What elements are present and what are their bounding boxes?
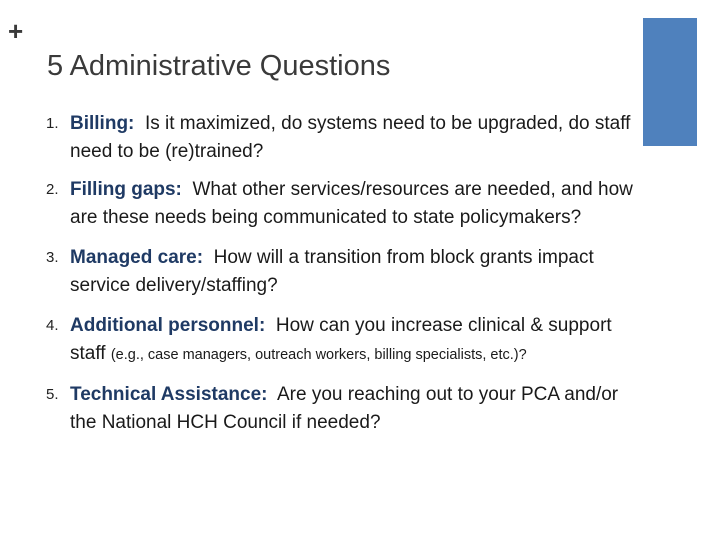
question-text: How will a transition from block grants impact service delivery/staffing? <box>70 247 594 296</box>
question-item <box>46 176 641 232</box>
question-text: What other services/resources are needed, and how are these needs being communicated to state policymakers? <box>70 179 633 228</box>
question-text: Is it maximized, do systems need to be upgraded, do staff need to be (re)trained? <box>70 113 631 162</box>
question-text: Are you reaching out to your PCA and/or the National HCH Council if needed? <box>70 384 619 433</box>
question-text: How can you increase clinical & support staff <box>70 315 612 364</box>
question-item <box>46 244 641 300</box>
question-item <box>46 110 641 166</box>
question-number: 4. <box>46 317 59 334</box>
question-label: Managed care: <box>70 247 204 268</box>
slide-title: 5 Administrative Questions <box>47 50 391 82</box>
question-item <box>46 381 641 437</box>
plus-icon: + <box>8 16 24 46</box>
question-note: (e.g., case managers, outreach workers, billing specialists, etc.)? <box>110 347 527 363</box>
question-label: Filling gaps: <box>70 179 182 200</box>
question-number: 3. <box>46 249 59 266</box>
question-label: Technical Assistance: <box>70 384 268 405</box>
question-label: Billing: <box>70 113 135 134</box>
accent-bar <box>643 18 697 146</box>
question-item <box>46 312 641 369</box>
question-list <box>46 110 641 437</box>
question-number: 2. <box>46 181 59 198</box>
question-label: Additional personnel: <box>70 315 266 336</box>
question-number: 5. <box>46 386 59 403</box>
question-number: 1. <box>46 115 59 132</box>
